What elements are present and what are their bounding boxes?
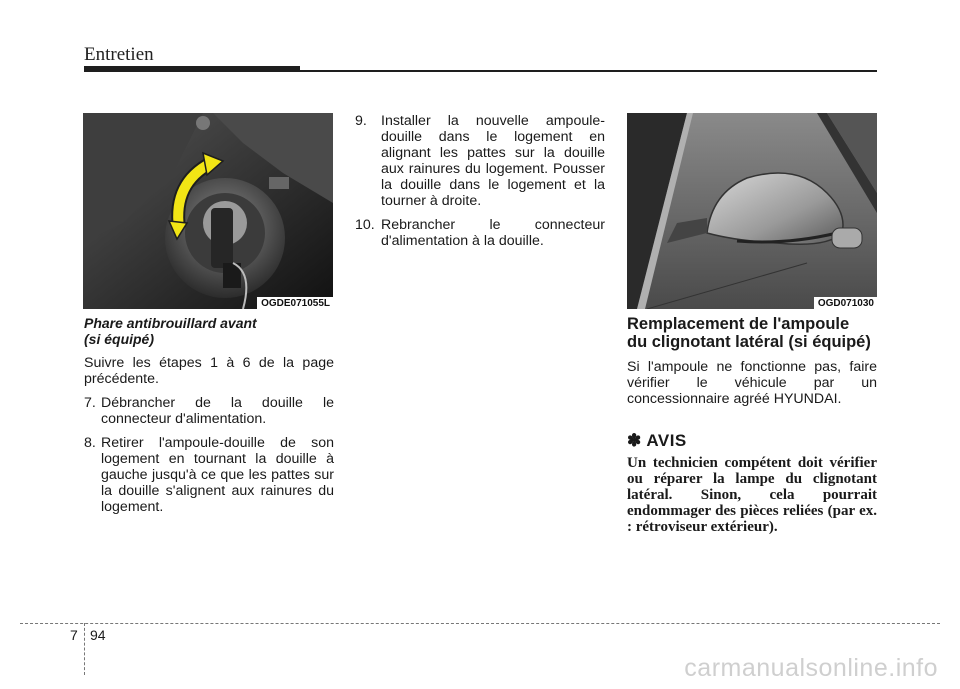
right-text-column	[627, 315, 877, 535]
step-number: 9.	[355, 113, 367, 129]
page-header-title: Entretien	[84, 44, 154, 65]
photo-code-left: OGDE071055L	[257, 297, 333, 309]
step-number: 8.	[84, 435, 96, 451]
footer-divider	[84, 623, 85, 675]
notice-text: Un technicien compétent doit vérifier ou réparer la lampe du clignotant latéral. Sinon, cela pourrait endommager des pièces reliées (par ex. : rétroviseur extérieur).	[627, 455, 877, 535]
chapter-number: 7	[70, 627, 78, 643]
step-7	[84, 395, 334, 427]
step-number: 7.	[84, 395, 96, 411]
header-rule-thick	[84, 66, 300, 72]
subheading-line-1: Phare antibrouillard avant	[84, 315, 257, 331]
photo-code-right: OGD071030	[814, 297, 877, 309]
side-repeater-paragraph: Si l'ampoule ne fonctionne pas, faire vérifier le véhicule par un concessionnaire agréé HYUNDAI.	[627, 359, 877, 407]
fog-lamp-photo	[83, 113, 333, 309]
step-text: Installer la nouvelle ampoule-douille dans le logement en alignant les pattes sur la douille aux rainures du logement. Pousser la douille dans le logement et la tourner à droite.	[381, 113, 605, 209]
watermark: carmanualsonline.info	[684, 654, 938, 682]
header-rule-thin	[300, 70, 877, 72]
step-text: Rebrancher le connecteur d'alimentation à la douille.	[381, 217, 605, 249]
middle-text-column	[355, 113, 605, 257]
side-repeater-section-title	[627, 315, 877, 351]
step-10	[355, 217, 605, 249]
step-9	[355, 113, 605, 209]
step-number: 10.	[355, 217, 375, 233]
intro-paragraph: Suivre les étapes 1 à 6 de la page précédente.	[84, 355, 334, 387]
footer-rule	[20, 623, 940, 624]
subheading-line-2: (si équipé)	[84, 331, 155, 347]
fog-lamp-illustration	[83, 113, 333, 309]
step-8	[84, 435, 334, 515]
step-text: Retirer l'ampoule-douille de son logement en tournant la douille à gauche jusqu'à ce que les pattes sur la douille s'alignent aux rainures du logement.	[101, 435, 334, 515]
page-number: 94	[90, 627, 106, 643]
section-title-line-2: du clignotant latéral (si équipé)	[627, 333, 871, 351]
notice-heading: ✽ AVIS	[627, 431, 687, 450]
left-text-column	[84, 315, 334, 523]
section-title-line-1: Remplacement de l'ampoule	[627, 315, 850, 333]
step-text: Débrancher de la douille le connecteur d'alimentation.	[101, 395, 334, 427]
side-mirror-photo	[627, 113, 877, 309]
fog-lamp-subheading	[84, 315, 334, 347]
side-mirror-illustration	[627, 113, 877, 309]
